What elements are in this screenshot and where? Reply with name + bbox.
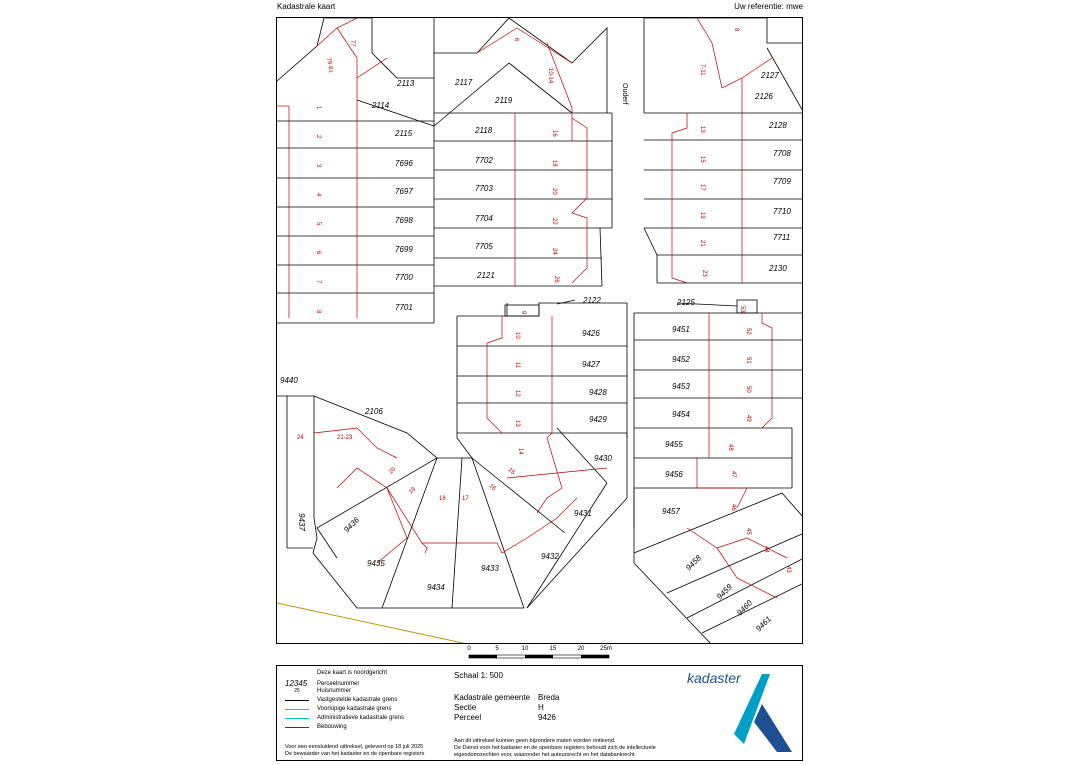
house-number: 17 (699, 184, 705, 191)
house-number: 77 (349, 40, 355, 47)
provisional-border-line (277, 603, 472, 644)
parcel-number[interactable]: 2126 (755, 92, 773, 101)
house-number: 20 (551, 188, 557, 195)
house-number: 7-11 (699, 64, 705, 76)
reference-label: Uw referentie: mwe (734, 2, 803, 11)
house-number: 49 (745, 415, 751, 422)
house-number: 1 (315, 106, 321, 110)
house-number: 14 (517, 448, 523, 455)
parcel-number[interactable]: 9427 (582, 360, 600, 369)
parcel-number[interactable]: 2122 (583, 296, 601, 305)
parcel-number[interactable]: 7711 (773, 233, 791, 242)
house-number: 26 (553, 276, 559, 283)
parcel-number[interactable]: 9437 (297, 513, 306, 531)
parcel-number[interactable]: 9459 (715, 582, 734, 602)
house-number: 7 (315, 280, 321, 284)
house-number: 10 (514, 332, 520, 339)
house-number: 2 (315, 135, 321, 139)
parcel-number[interactable]: 9429 (589, 415, 607, 424)
house-number: 18 (439, 496, 446, 502)
parcel-number[interactable]: 2130 (769, 264, 787, 273)
house-number: 47 (730, 471, 736, 478)
parcel-number[interactable]: 9457 (662, 507, 680, 516)
house-number: 52 (745, 328, 751, 335)
scale-label: 0 (467, 646, 471, 652)
scale-label: 5 (495, 646, 499, 652)
house-number: 13 (699, 126, 705, 133)
house-number: 79-81 (325, 57, 334, 74)
parcel-number[interactable]: 9433 (481, 564, 499, 573)
parcel-number[interactable]: 7703 (475, 184, 493, 193)
house-number: 44 (763, 546, 769, 553)
house-number: 9 (520, 311, 526, 315)
parcel-number[interactable]: 9460 (735, 598, 754, 618)
scale-label: 20 (577, 646, 585, 652)
block-e-borders (277, 396, 607, 608)
parcel-number[interactable]: 7700 (395, 273, 413, 282)
parcel-number[interactable]: 2127 (761, 71, 779, 80)
house-number: 18 (551, 160, 557, 167)
house-number: 50 (745, 386, 751, 393)
house-number: 4 (315, 193, 321, 197)
house-number: 20 (388, 466, 398, 476)
parcel-number[interactable]: 2113 (397, 79, 415, 88)
parcel-number[interactable]: 9451 (672, 325, 690, 334)
gemeente-row: Kadastrale gemeente Breda (454, 693, 560, 702)
parcel-number[interactable]: 2117 (455, 78, 473, 87)
parcel-number[interactable]: 9430 (594, 454, 612, 463)
house-number: 24 (551, 248, 557, 255)
parcel-number[interactable]: 7699 (395, 245, 413, 254)
parcel-number[interactable]: 2115 (395, 129, 413, 138)
parcel-number[interactable]: 9432 (541, 552, 559, 561)
parcel-number[interactable]: 7708 (773, 149, 791, 158)
scale-bar (466, 646, 616, 666)
parcel-number[interactable]: 2119 (495, 96, 513, 105)
parcel-number[interactable]: 9434 (427, 583, 445, 592)
house-number: 21 (699, 240, 705, 247)
parcel-number[interactable]: 7704 (475, 214, 493, 223)
parcel-number[interactable]: 7710 (773, 207, 791, 216)
house-number: 5 (315, 222, 321, 226)
perceel-row: Perceel 9426 (454, 713, 556, 722)
legend-panel (276, 665, 803, 761)
house-number: 15 (699, 156, 705, 163)
parcel-number[interactable]: 7697 (395, 187, 413, 196)
house-number: 8 (733, 28, 739, 32)
legend-house-number: 25 Huisnummer (294, 688, 352, 694)
legend-provisional-border: Voorlopige kadastrale grens (285, 706, 391, 712)
parcel-number[interactable]: 7696 (395, 159, 413, 168)
map-title: Kadastrale kaart (277, 2, 336, 11)
house-number: 22 (551, 218, 557, 225)
house-number: 53 (739, 306, 745, 313)
parcel-number[interactable]: 9435 (367, 559, 385, 568)
cadastral-map[interactable] (276, 17, 803, 644)
parcel-number[interactable]: 9455 (665, 440, 683, 449)
house-number: 23 (701, 270, 707, 277)
parcel-number[interactable]: 7705 (475, 242, 493, 251)
legend-fixed-border: Vastgestelde kadastrale grens (285, 697, 397, 703)
map-canvas (277, 18, 803, 644)
house-number: 8 (315, 310, 321, 314)
parcel-number[interactable]: 2121 (477, 271, 495, 280)
block-f-buildings (687, 313, 787, 598)
house-number: 12 (514, 390, 520, 397)
block-e-buildings (314, 428, 607, 563)
legend-building: Bebouwing (285, 724, 347, 730)
house-number: 51 (745, 357, 751, 364)
house-number: 10-14 (547, 68, 553, 84)
parcel-number[interactable]: 9452 (672, 355, 690, 364)
house-number: 45 (745, 528, 751, 535)
house-number: 19 (699, 212, 705, 219)
parcel-number[interactable]: 2128 (769, 121, 787, 130)
disclaimer-line: De Dienst voor het kadaster en de openbare registers behoudt zich de intellectuele (454, 745, 656, 751)
parcel-number[interactable]: 9458 (684, 553, 703, 573)
house-number: 46 (730, 504, 736, 511)
legend-admin-border: Administratieve kadastrale grens (285, 715, 404, 721)
parcel-number[interactable]: 9428 (589, 388, 607, 397)
legend-north: Deze kaart is noordgericht (317, 670, 388, 676)
parcel-number[interactable]: 2114 (372, 101, 390, 110)
parcel-number[interactable]: 9426 (582, 329, 600, 338)
house-number: 15 (506, 467, 516, 477)
house-number: 6 (513, 38, 519, 42)
parcel-number[interactable]: 9453 (672, 382, 690, 391)
parcel-number[interactable]: 2125 (677, 298, 695, 307)
house-number: 3 (315, 164, 321, 168)
house-number: 24 (297, 435, 304, 441)
sectie-row: Sectie H (454, 703, 544, 712)
parcel-number[interactable]: 9440 (280, 376, 298, 385)
house-number: 21-23 (337, 435, 353, 441)
parcel-number[interactable]: 9461 (754, 614, 773, 634)
kadaster-logo-text: kadaster (687, 670, 741, 686)
footer-registrar: De bewaarder van het kadaster en de openbare registers (285, 751, 425, 757)
scale-label: 25m (600, 646, 612, 652)
disclaimer-line: eigendomsrechten voor, waaronder het auteursrecht en het databankrecht. (454, 752, 637, 758)
house-number: 11 (514, 362, 520, 369)
parcel-number[interactable]: 7701 (395, 303, 413, 312)
parcel-number[interactable]: 9454 (672, 410, 690, 419)
scale-label: 15 (549, 646, 557, 652)
parcel-number[interactable]: 7709 (773, 177, 791, 186)
parcel-number[interactable]: 7702 (475, 156, 493, 165)
parcel-number[interactable]: 2106 (365, 407, 383, 416)
parcel-number[interactable]: 9431 (574, 509, 592, 518)
scale-label: 10 (521, 646, 529, 652)
house-number: 13 (514, 420, 520, 427)
house-number: 16 (487, 483, 497, 493)
parcel-number[interactable]: 7698 (395, 216, 413, 225)
kadaster-logo-icon (732, 674, 802, 756)
house-number: 17 (462, 496, 469, 502)
block-b-borders (434, 18, 612, 286)
parcel-number[interactable]: 2118 (475, 126, 493, 135)
house-number: 6 (315, 251, 321, 255)
block-b-buildings (477, 28, 587, 286)
legend-parcel-number: 12345 Perceelnummer (285, 679, 360, 688)
street-label: Ouderf (621, 83, 628, 105)
parcel-number[interactable]: 9456 (665, 470, 683, 479)
parcel-number[interactable]: 9436 (342, 515, 361, 535)
house-number: 16 (551, 130, 557, 137)
footer-delivery: Voor een eensluidend uittreksel, geleverd op 18 juli 2025 (285, 744, 424, 750)
block-c-buildings (672, 18, 772, 283)
disclaimer-line: Aan dit uittreksel kunnen geen bijzondere maten worden ontleend. (454, 738, 616, 744)
house-number: 19 (408, 486, 418, 496)
house-number: 48 (727, 444, 733, 451)
house-number: 43 (785, 566, 791, 573)
block-d-buildings (487, 316, 562, 513)
scale-text: Schaal 1: 500 (454, 671, 503, 680)
